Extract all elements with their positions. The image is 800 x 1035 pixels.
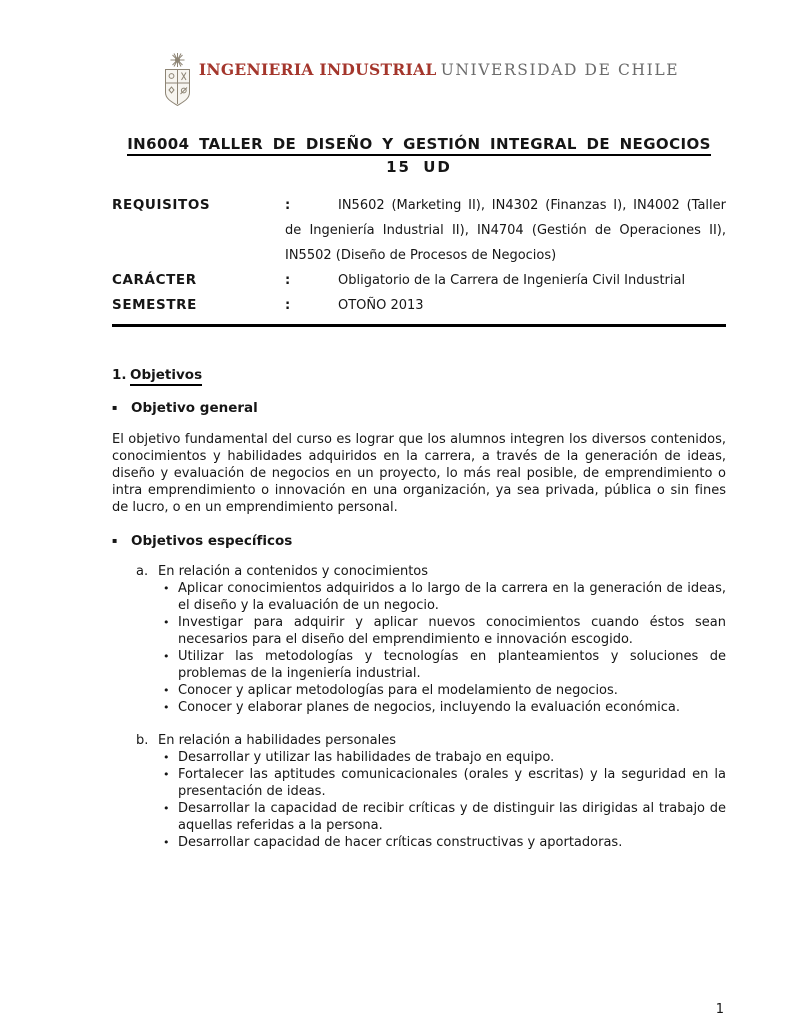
group-letter: a. <box>136 564 149 580</box>
objectives-group-a <box>112 563 726 716</box>
dot-bullet-icon: • <box>163 836 170 850</box>
info-row-semestre <box>112 293 726 318</box>
info-value-text: IN5602 (Marketing II), IN4302 (Finanzas I), IN4002 (Taller de Ingeniería Industrial II), IN4704 (Gestión de Operaciones II), IN5502 (Diseño de Procesos de Negocios) <box>285 198 726 264</box>
dot-bullet-icon: • <box>163 751 170 765</box>
info-value-text: OTOÑO 2013 <box>338 298 424 314</box>
dot-bullet-icon: • <box>163 650 170 664</box>
section-number: 1. <box>112 367 127 384</box>
info-value <box>285 293 726 318</box>
list-item-text: Conocer y aplicar metodologías para el modelamiento de negocios. <box>178 683 618 699</box>
logo-faculty-name: INGENIERIA INDUSTRIAL <box>198 60 437 79</box>
course-title <box>112 126 726 176</box>
list-item <box>112 699 726 716</box>
group-header <box>136 732 726 749</box>
list-item <box>112 766 726 800</box>
colon-separator: : <box>285 298 291 314</box>
list-item-text: Utilizar las metodologías y tecnologías en planteamientos y soluciones de problemas de la ingeniería industrial. <box>178 649 726 682</box>
list-item-text: Desarrollar la capacidad de recibir críticas y de distinguir las dirigidas al trabajo de aquellas referidas a la persona. <box>178 801 726 834</box>
group-header <box>136 563 726 580</box>
dot-bullet-icon: • <box>163 768 170 782</box>
course-credits: 15 UD <box>386 158 452 176</box>
list-item <box>112 834 726 851</box>
list-item-text: Fortalecer las aptitudes comunicacionales (orales y escritas) y la seguridad en la presentación de ideas. <box>178 767 726 800</box>
info-value-text: Obligatorio de la Carrera de Ingeniería Civil Industrial <box>338 273 686 289</box>
university-logo <box>112 52 726 108</box>
dot-bullet-icon: • <box>163 582 170 596</box>
square-bullet-icon: ▪ <box>112 536 118 546</box>
objetivo-general-paragraph: El objetivo fundamental del curso es lograr que los alumnos integren los diversos contenidos, conocimientos y habilidades adquiridos en la carrera, a través de la generación de ideas, diseño y evaluación de negocios en un proyecto, lo más real posible, de emprendimiento o intra emprendimiento o innovación en una organización, ya sea privada, pública o sin fines de lucro, o en un emprendimiento personal. <box>112 432 726 516</box>
section-heading-objetivos <box>112 367 726 383</box>
list-item <box>112 614 726 648</box>
objectives-group-b <box>112 732 726 851</box>
info-row-caracter <box>112 268 726 293</box>
group-title: En relación a contenidos y conocimientos <box>158 564 429 580</box>
list-item <box>112 749 726 766</box>
page-number: 1 <box>715 1002 724 1017</box>
subsection-objetivo-general <box>112 400 726 416</box>
subsection-objetivos-especificos <box>112 533 726 549</box>
dot-bullet-icon: • <box>163 684 170 698</box>
dot-bullet-icon: • <box>163 701 170 715</box>
course-title-line1: IN6004 TALLER DE DISEÑO Y GESTIÓN INTEGRAL DE NEGOCIOS <box>127 135 711 156</box>
dot-bullet-icon: • <box>163 802 170 816</box>
list-item <box>112 580 726 614</box>
info-value <box>285 193 726 268</box>
course-info <box>112 193 726 318</box>
section-heading-text: Objetivos <box>130 367 202 386</box>
list-item <box>112 648 726 682</box>
list-item-text: Investigar para adquirir y aplicar nuevos conocimientos cuando éstos sean necesarios para el diseño del emprendimiento e innovación escogido. <box>178 615 726 648</box>
subsection-heading-text: Objetivos específicos <box>131 533 293 550</box>
objectives-list <box>112 749 726 851</box>
info-value <box>285 268 726 293</box>
list-item-text: Conocer y elaborar planes de negocios, incluyendo la evaluación económica. <box>178 700 680 716</box>
section-divider <box>112 324 726 327</box>
dot-bullet-icon: • <box>163 616 170 630</box>
group-letter: b. <box>136 733 149 749</box>
university-logo-text <box>199 52 679 79</box>
subsection-heading-text: Objetivo general <box>131 400 258 417</box>
info-label: SEMESTRE <box>112 297 197 314</box>
colon-separator: : <box>285 198 291 214</box>
group-title: En relación a habilidades personales <box>158 733 396 749</box>
list-item-text: Desarrollar capacidad de hacer críticas constructivas y aportadoras. <box>178 835 623 851</box>
info-label: REQUISITOS <box>112 197 211 214</box>
objectives-list <box>112 580 726 716</box>
list-item <box>112 682 726 699</box>
list-item-text: Aplicar conocimientos adquiridos a lo largo de la carrera en la generación de ideas, el diseño y la evaluación de un negocio. <box>178 581 726 614</box>
list-item <box>112 800 726 834</box>
logo-university-name: UNIVERSIDAD DE CHILE <box>440 61 680 79</box>
university-crest-icon <box>159 52 196 112</box>
list-item-text: Desarrollar y utilizar las habilidades de trabajo en equipo. <box>178 750 555 766</box>
info-label: CARÁCTER <box>112 272 197 289</box>
info-row-requisitos <box>112 193 726 268</box>
square-bullet-icon: ▪ <box>112 403 118 413</box>
colon-separator: : <box>285 273 291 289</box>
